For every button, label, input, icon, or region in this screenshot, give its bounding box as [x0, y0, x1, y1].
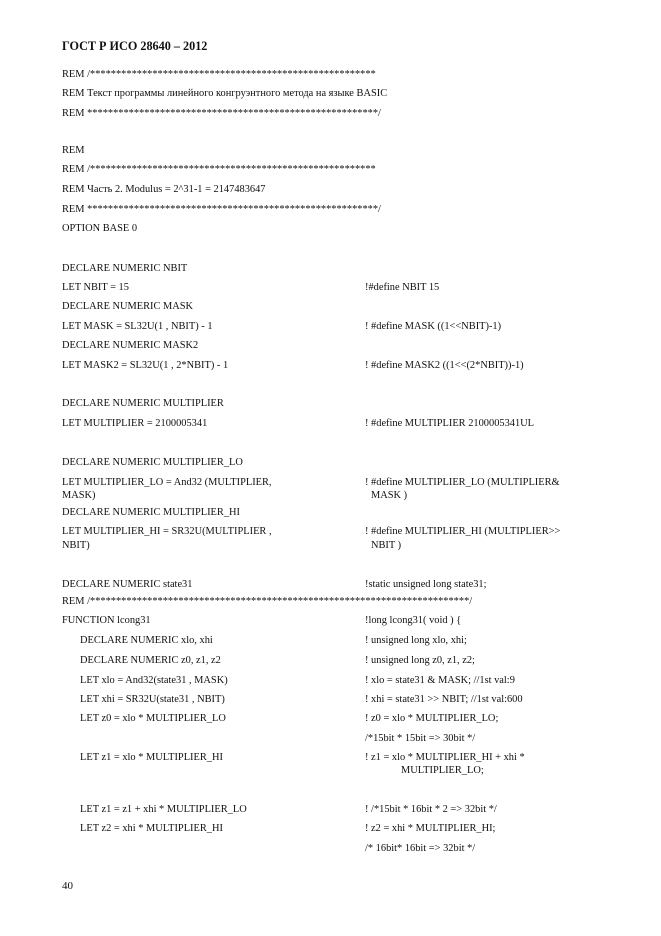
code-comment: ! z0 = xlo * MULTIPLIER_LO;: [365, 713, 499, 724]
code-line: LET MASK2 = SL32U(1 , 2*NBIT) - 1: [62, 360, 229, 371]
document-header: ГОСТ Р ИСО 28640 – 2012: [62, 39, 208, 53]
code-line: REM Часть 2. Modulus = 2^31-1 = 2147483647: [62, 184, 266, 195]
code-comment: ! unsigned long z0, z1, z2;: [365, 655, 475, 666]
code-line: LET MULTIPLIER = 2100005341: [62, 418, 208, 429]
code-line: DECLARE NUMERIC MULTIPLIER_LO: [62, 457, 243, 468]
code-line: MASK): [62, 490, 96, 501]
code-line: REM /*******************************************************: [62, 69, 376, 80]
code-line: FUNCTION lcong31: [62, 615, 151, 626]
code-line: REM ********************************************************/: [62, 204, 381, 215]
code-line: DECLARE NUMERIC MASK: [62, 301, 194, 312]
code-comment: !#define NBIT 15: [365, 282, 440, 293]
code-line: DECLARE NUMERIC NBIT: [62, 263, 188, 274]
code-comment: NBIT ): [371, 540, 402, 551]
code-comment: ! #define MULTIPLIER_HI (MULTIPLIER>>: [365, 526, 561, 537]
code-line: DECLARE NUMERIC xlo, xhi: [80, 635, 213, 646]
code-comment: ! #define MASK2 ((1<<(2*NBIT))-1): [365, 360, 524, 371]
code-line: LET z1 = z1 + xhi * MULTIPLIER_LO: [80, 804, 247, 815]
code-comment: ! #define MASK ((1<<NBIT)-1): [365, 321, 502, 332]
code-line: DECLARE NUMERIC z0, z1, z2: [80, 655, 221, 666]
code-comment: /*15bit * 15bit => 30bit */: [365, 733, 476, 744]
code-comment: ! #define MULTIPLIER 2100005341UL: [365, 418, 535, 429]
code-line: LET MASK = SL32U(1 , NBIT) - 1: [62, 321, 213, 332]
code-line: REM: [62, 145, 85, 156]
code-comment: ! z2 = xhi * MULTIPLIER_HI;: [365, 823, 496, 834]
code-comment: !long lcong31( void ) {: [365, 615, 462, 626]
code-comment: ! #define MULTIPLIER_LO (MULTIPLIER&: [365, 477, 560, 488]
code-line: DECLARE NUMERIC MULTIPLIER_HI: [62, 507, 240, 518]
code-line: LET MULTIPLIER_LO = And32 (MULTIPLIER,: [62, 477, 272, 488]
page-number: 40: [62, 880, 73, 892]
code-line: NBIT): [62, 540, 90, 551]
code-line: LET z2 = xhi * MULTIPLIER_HI: [80, 823, 223, 834]
code-line: DECLARE NUMERIC MULTIPLIER: [62, 398, 224, 409]
code-line: REM Текст программы линейного конгруэнтного метода на языке BASIC: [62, 88, 388, 99]
code-comment: ! xhi = state31 >> NBIT; //1st val:600: [365, 694, 523, 705]
code-line: LET xlo = And32(state31 , MASK): [80, 675, 228, 686]
code-line: REM ********************************************************/: [62, 108, 381, 119]
code-line: OPTION BASE 0: [62, 223, 138, 234]
code-comment: ! xlo = state31 & MASK; //1st val:9: [365, 675, 515, 686]
code-comment: MASK ): [371, 490, 408, 501]
code-line: LET xhi = SR32U(state31 , NBIT): [80, 694, 225, 705]
code-line: LET z0 = xlo * MULTIPLIER_LO: [80, 713, 226, 724]
code-line: LET NBIT = 15: [62, 282, 129, 293]
code-comment: !static unsigned long state31;: [365, 579, 487, 590]
code-comment: ! /*15bit * 16bit * 2 => 32bit */: [365, 804, 497, 815]
code-line: REM /*************************************************************************/: [62, 596, 473, 607]
code-comment: /* 16bit* 16bit => 32bit */: [365, 843, 476, 854]
code-line: DECLARE NUMERIC state31: [62, 579, 193, 590]
code-comment: ! unsigned long xlo, xhi;: [365, 635, 467, 646]
code-comment: ! z1 = xlo * MULTIPLIER_HI + xhi *: [365, 752, 525, 763]
code-line: LET MULTIPLIER_HI = SR32U(MULTIPLIER ,: [62, 526, 272, 537]
code-line: DECLARE NUMERIC MASK2: [62, 340, 199, 351]
code-line: LET z1 = xlo * MULTIPLIER_HI: [80, 752, 223, 763]
code-line: REM /*******************************************************: [62, 164, 376, 175]
code-comment: MULTIPLIER_LO;: [401, 765, 484, 776]
